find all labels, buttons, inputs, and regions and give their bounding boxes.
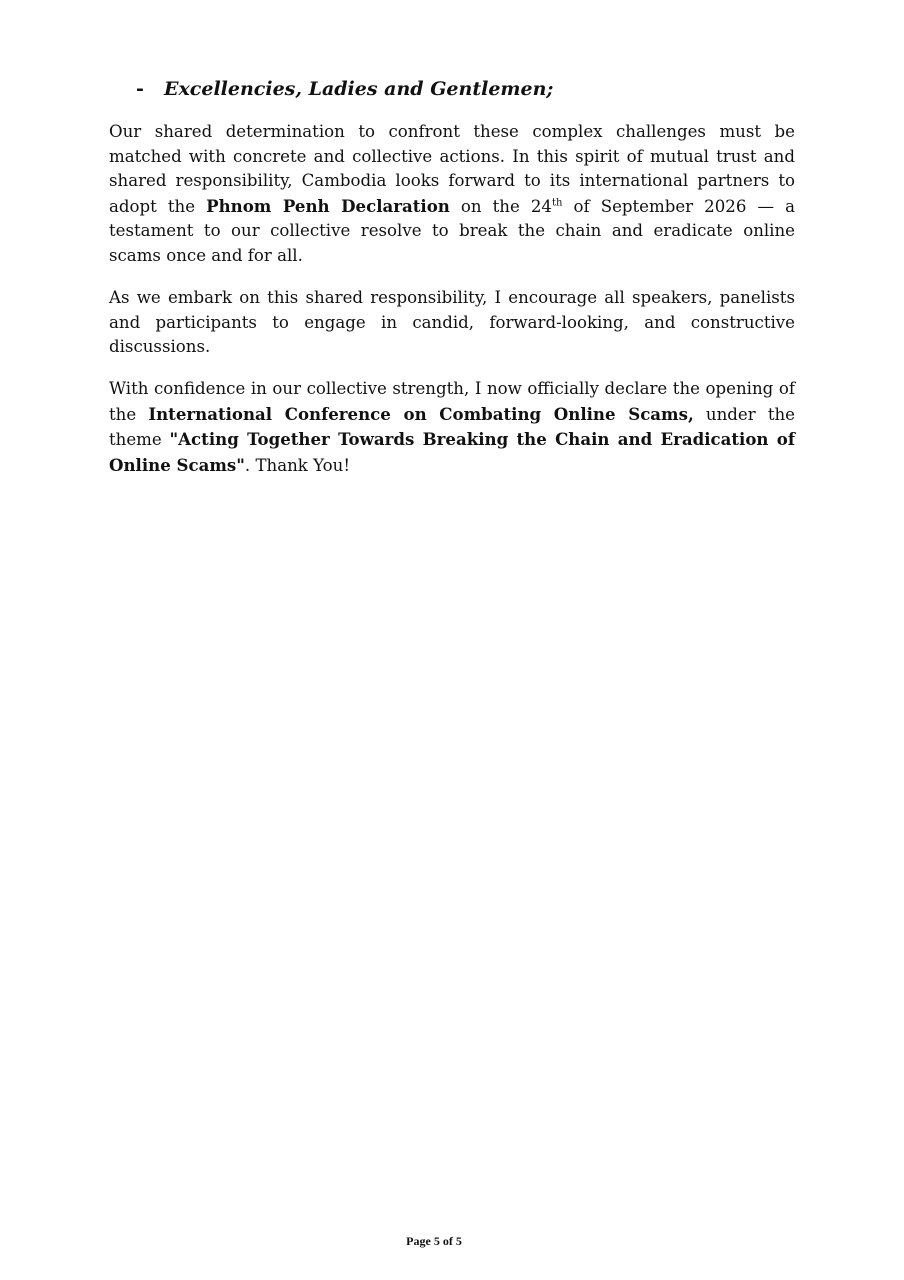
- paragraph-opening-text-2: under the theme: [109, 404, 795, 449]
- paragraph-opening-text-1: With confidence in our collective strength, I now officially declare the opening of the: [109, 379, 795, 424]
- paragraph-declaration-text-1: Our shared determination to confront these complex challenges must be matched with concrete and collective actions. In this spirit of mutual trust and shared responsibility, Cambodia looks forward to its international partners to adopt the: [109, 122, 795, 216]
- paragraph-opening-text-3: . Thank You!: [244, 455, 350, 475]
- paragraph-encouragement: [109, 286, 795, 360]
- paragraph-encouragement-text: As we embark on this shared responsibility, I encourage all speakers, panelists and participants to engage in candid, forward-looking, and constructive discussions.: [109, 288, 795, 356]
- salutation-text: Excellencies, Ladies and Gentlemen;: [164, 78, 554, 100]
- conference-name-bold: International Conference on Combating Online Scams,: [148, 403, 694, 424]
- salutation-dash: -: [136, 78, 144, 100]
- salutation-line: [136, 76, 553, 102]
- paragraph-declaration-text-3: of September 2026 — a testament to our collective resolve to break the chain and eradicate online scams once and for all.: [109, 196, 795, 265]
- conference-theme-bold: "Acting Together Towards Breaking the Chain and Eradication of Online Scams": [109, 429, 795, 475]
- phnom-penh-declaration-bold: Phnom Penh Declaration: [206, 195, 450, 216]
- paragraph-opening-declaration: [109, 377, 795, 478]
- paragraph-declaration: [109, 120, 795, 268]
- page-number-footer: Page 5 of 5: [406, 1234, 462, 1248]
- date-ordinal-suffix: th: [552, 196, 563, 208]
- paragraph-declaration-text-2: on the 24: [449, 196, 552, 216]
